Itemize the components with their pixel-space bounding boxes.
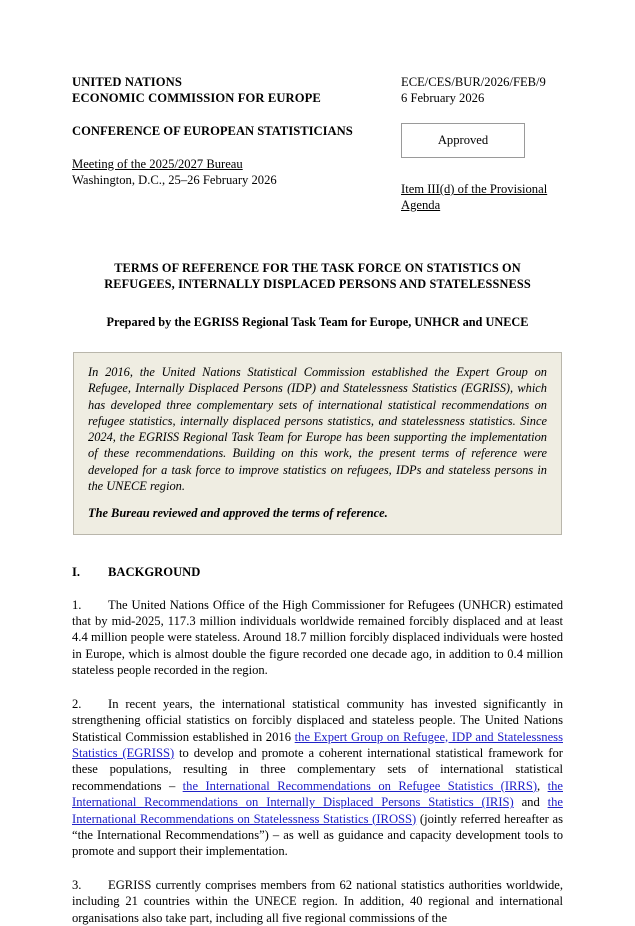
paragraph-text: The United Nations Office of the High Commissioner for Refugees (UNHCR) estimated that by mid-2025, 117.3 million individuals worldwide remained forcibly displaced and at least 4.4 million people were stateless. Around 18.7 million forcibly displaced individuals were hosted in Europe, which is almost double the figure recorded one decade ago, in addition to 0.4 million stateless people recorded in the region. xyxy=(72,597,563,678)
prepared-by-line: Prepared by the EGRISS Regional Task Team for Europe, UNHCR and UNECE xyxy=(106,315,529,329)
organization-name-line2: ECONOMIC COMMISSION FOR EUROPE xyxy=(72,91,321,105)
section-numeral: I. xyxy=(72,564,81,579)
summary-box xyxy=(73,352,562,535)
paragraph-2 xyxy=(72,696,563,860)
paragraph-text-part-1: In recent years, the international statistical community has invested significantly in strengthening official statistics on forcibly displaced and stateless people. The United Nations Statistical Commission established in 2016 xyxy=(72,696,563,744)
meeting-info xyxy=(72,156,382,188)
section-heading-background xyxy=(72,564,563,580)
link-egriss[interactable]: the Expert Group on Refugee, IDP and Statelessness Statistics (EGRISS) xyxy=(72,729,563,760)
paragraph-3 xyxy=(72,877,563,926)
title-block xyxy=(72,260,563,330)
paragraph-text-part-4: and xyxy=(513,795,548,810)
link-irrs[interactable]: the International Recommendations on Refugee Statistics (IRRS) xyxy=(182,778,538,793)
paragraph-1 xyxy=(72,597,563,679)
conference-name: CONFERENCE OF EUROPEAN STATISTICIANS xyxy=(72,124,353,138)
paragraph-number: 1. xyxy=(72,597,82,612)
summary-decision: The Bureau reviewed and approved the terms of reference. xyxy=(88,506,388,521)
document-header xyxy=(72,0,563,213)
page-title: TERMS OF REFERENCE FOR THE TASK FORCE ON STATISTICS ON REFUGEES, INTERNALLY DISPLACED PERSONS AND STATELESSNESS xyxy=(104,261,531,291)
header-right-column xyxy=(382,74,563,106)
meeting-title: Meeting of the 2025/2027 Bureau xyxy=(72,157,243,171)
header-top-row xyxy=(72,74,563,106)
document-symbol: ECE/CES/BUR/2026/FEB/9 xyxy=(401,75,546,89)
header-bottom-row xyxy=(72,106,563,213)
status-badge: Approved xyxy=(401,123,525,158)
section-title: BACKGROUND xyxy=(108,564,201,579)
meeting-location-dates: Washington, D.C., 25–26 February 2026 xyxy=(72,173,277,187)
link-iross[interactable]: the International Recommendations on Statelessness Statistics (IROSS) xyxy=(72,795,563,826)
paragraph-number: 2. xyxy=(72,696,82,711)
document-date: 6 February 2026 xyxy=(401,91,485,105)
paragraph-text-part-2: to develop and promote a coherent international statistical framework for these populations, resulting in three complementary sets of international statistical recommendations – xyxy=(72,745,563,793)
paragraph-text-part-3: , xyxy=(537,778,548,793)
link-iris[interactable]: the International Recommendations on Internally Displaced Persons Statistics (IRIS) xyxy=(72,778,563,810)
document-page xyxy=(72,0,563,925)
paragraph-text-part-5: (jointly referred hereafter as “the International Recommendations”) – as well as guidance and capacity development tools to promote and support their implementation. xyxy=(72,811,563,859)
summary-body: In 2016, the United Nations Statistical Commission established the Expert Group on Refugee, Internally Displaced Persons (IDP) and Statelessness Statistics (EGRISS), which has developed three complementary sets of international statistical recommendations on refugee statistics, internally displaced persons statistics, and statelessness statistics. Since 2024, the EGRISS Regional Task Team for Europe has been supporting the implementation of these recommendations. Building on this work, the present terms of reference were developed for a task force to improve statistics on refugees, IDPs and stateless persons in the UNECE region. xyxy=(88,365,547,494)
organization-name-line1: UNITED NATIONS xyxy=(72,75,182,89)
header-left-column xyxy=(72,74,382,106)
agenda-item-reference: Item III(d) of the Provisional Agenda xyxy=(401,182,548,212)
header-right-column-2 xyxy=(382,106,564,213)
paragraph-number: 3. xyxy=(72,877,82,892)
header-left-column-2 xyxy=(72,106,382,188)
paragraph-text: EGRISS currently comprises members from 62 national statistics authorities worldwide, including 21 countries within the UNECE region. In addition, 40 regional and international organisations also take part, including all five regional commissions of the xyxy=(72,877,563,925)
